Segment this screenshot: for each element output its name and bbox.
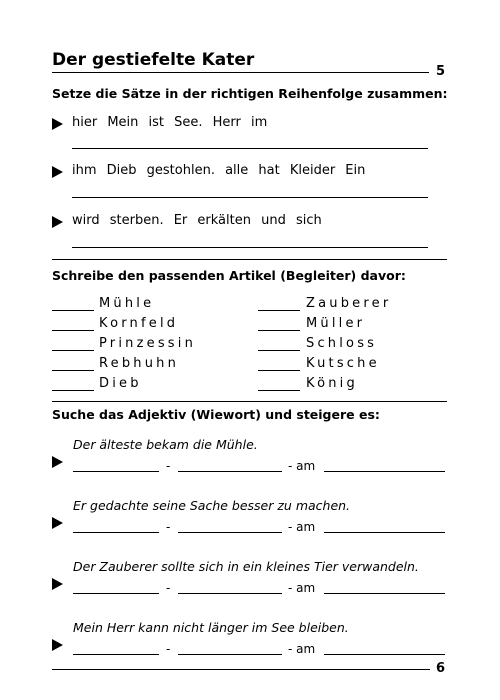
superlative-blank[interactable] <box>324 593 445 594</box>
section-divider <box>52 259 447 260</box>
scrambled-sentence-2: ihm Dieb gestohlen. alle hat Kleider Ein <box>72 163 366 178</box>
dash-separator: - <box>166 642 171 656</box>
superlative-blank[interactable] <box>324 471 445 472</box>
adjective-sentence-1: Der älteste bekam die Mühle. <box>73 437 258 452</box>
arrow-icon <box>52 166 63 178</box>
noun-word: Kornfeld <box>99 316 179 331</box>
comparative-blank[interactable] <box>178 654 282 655</box>
scrambled-sentence-1: hier Mein ist See. Herr im <box>72 115 268 130</box>
article-blank[interactable] <box>258 390 300 391</box>
comparative-blank[interactable] <box>178 471 282 472</box>
noun-word: Kutsche <box>306 356 380 371</box>
article-blank[interactable] <box>52 350 94 351</box>
article-blank[interactable] <box>258 330 300 331</box>
scrambled-sentence-3: wird sterben. Er erkälten und sich <box>72 213 322 228</box>
answer-line-3[interactable] <box>72 247 428 248</box>
page-title: Der gestiefelte Kater <box>52 50 255 70</box>
answer-line-2[interactable] <box>72 197 428 198</box>
arrow-icon <box>52 578 63 590</box>
positive-blank[interactable] <box>73 654 159 655</box>
positive-blank[interactable] <box>73 471 159 472</box>
positive-blank[interactable] <box>73 593 159 594</box>
positive-blank[interactable] <box>73 532 159 533</box>
article-blank[interactable] <box>52 390 94 391</box>
title-underline <box>52 72 429 73</box>
noun-word: Müller <box>306 316 366 331</box>
answer-line-1[interactable] <box>72 148 428 149</box>
noun-word: König <box>306 376 358 391</box>
dash-separator: - <box>166 459 171 473</box>
noun-word: Schloss <box>306 336 378 351</box>
am-label: - am <box>288 581 316 595</box>
superlative-blank[interactable] <box>324 654 445 655</box>
noun-word: Mühle <box>99 296 155 311</box>
superlative-blank[interactable] <box>324 532 445 533</box>
arrow-icon <box>52 118 63 130</box>
section-1-heading: Setze die Sätze in der richtigen Reihenfolge zusammen: <box>52 86 448 101</box>
article-blank[interactable] <box>52 330 94 331</box>
page-number-bottom: 6 <box>436 661 446 676</box>
section-3-heading: Suche das Adjektiv (Wiewort) und steigere es: <box>52 407 380 422</box>
article-blank[interactable] <box>258 310 300 311</box>
noun-word: Zauberer <box>306 296 392 311</box>
dash-separator: - <box>166 581 171 595</box>
section-2-heading: Schreibe den passenden Artikel (Begleiter) davor: <box>52 268 406 283</box>
article-blank[interactable] <box>52 370 94 371</box>
arrow-icon <box>52 639 63 651</box>
arrow-icon <box>52 216 63 228</box>
adjective-sentence-2: Er gedachte seine Sache besser zu machen. <box>73 498 351 513</box>
am-label: - am <box>288 642 316 656</box>
page-number-top: 5 <box>436 64 446 79</box>
adjective-sentence-3: Der Zauberer sollte sich in ein kleines Tier verwandeln. <box>73 559 419 574</box>
noun-word: Rebhuhn <box>99 356 180 371</box>
adjective-sentence-4: Mein Herr kann nicht länger im See bleiben. <box>73 620 349 635</box>
comparative-blank[interactable] <box>178 532 282 533</box>
comparative-blank[interactable] <box>178 593 282 594</box>
noun-word: Prinzessin <box>99 336 197 351</box>
section-divider <box>52 401 447 402</box>
arrow-icon <box>52 456 63 468</box>
footer-line <box>52 669 430 670</box>
dash-separator: - <box>166 520 171 534</box>
noun-word: Dieb <box>99 376 142 391</box>
article-blank[interactable] <box>258 350 300 351</box>
article-blank[interactable] <box>258 370 300 371</box>
arrow-icon <box>52 517 63 529</box>
am-label: - am <box>288 520 316 534</box>
article-blank[interactable] <box>52 310 94 311</box>
am-label: - am <box>288 459 316 473</box>
